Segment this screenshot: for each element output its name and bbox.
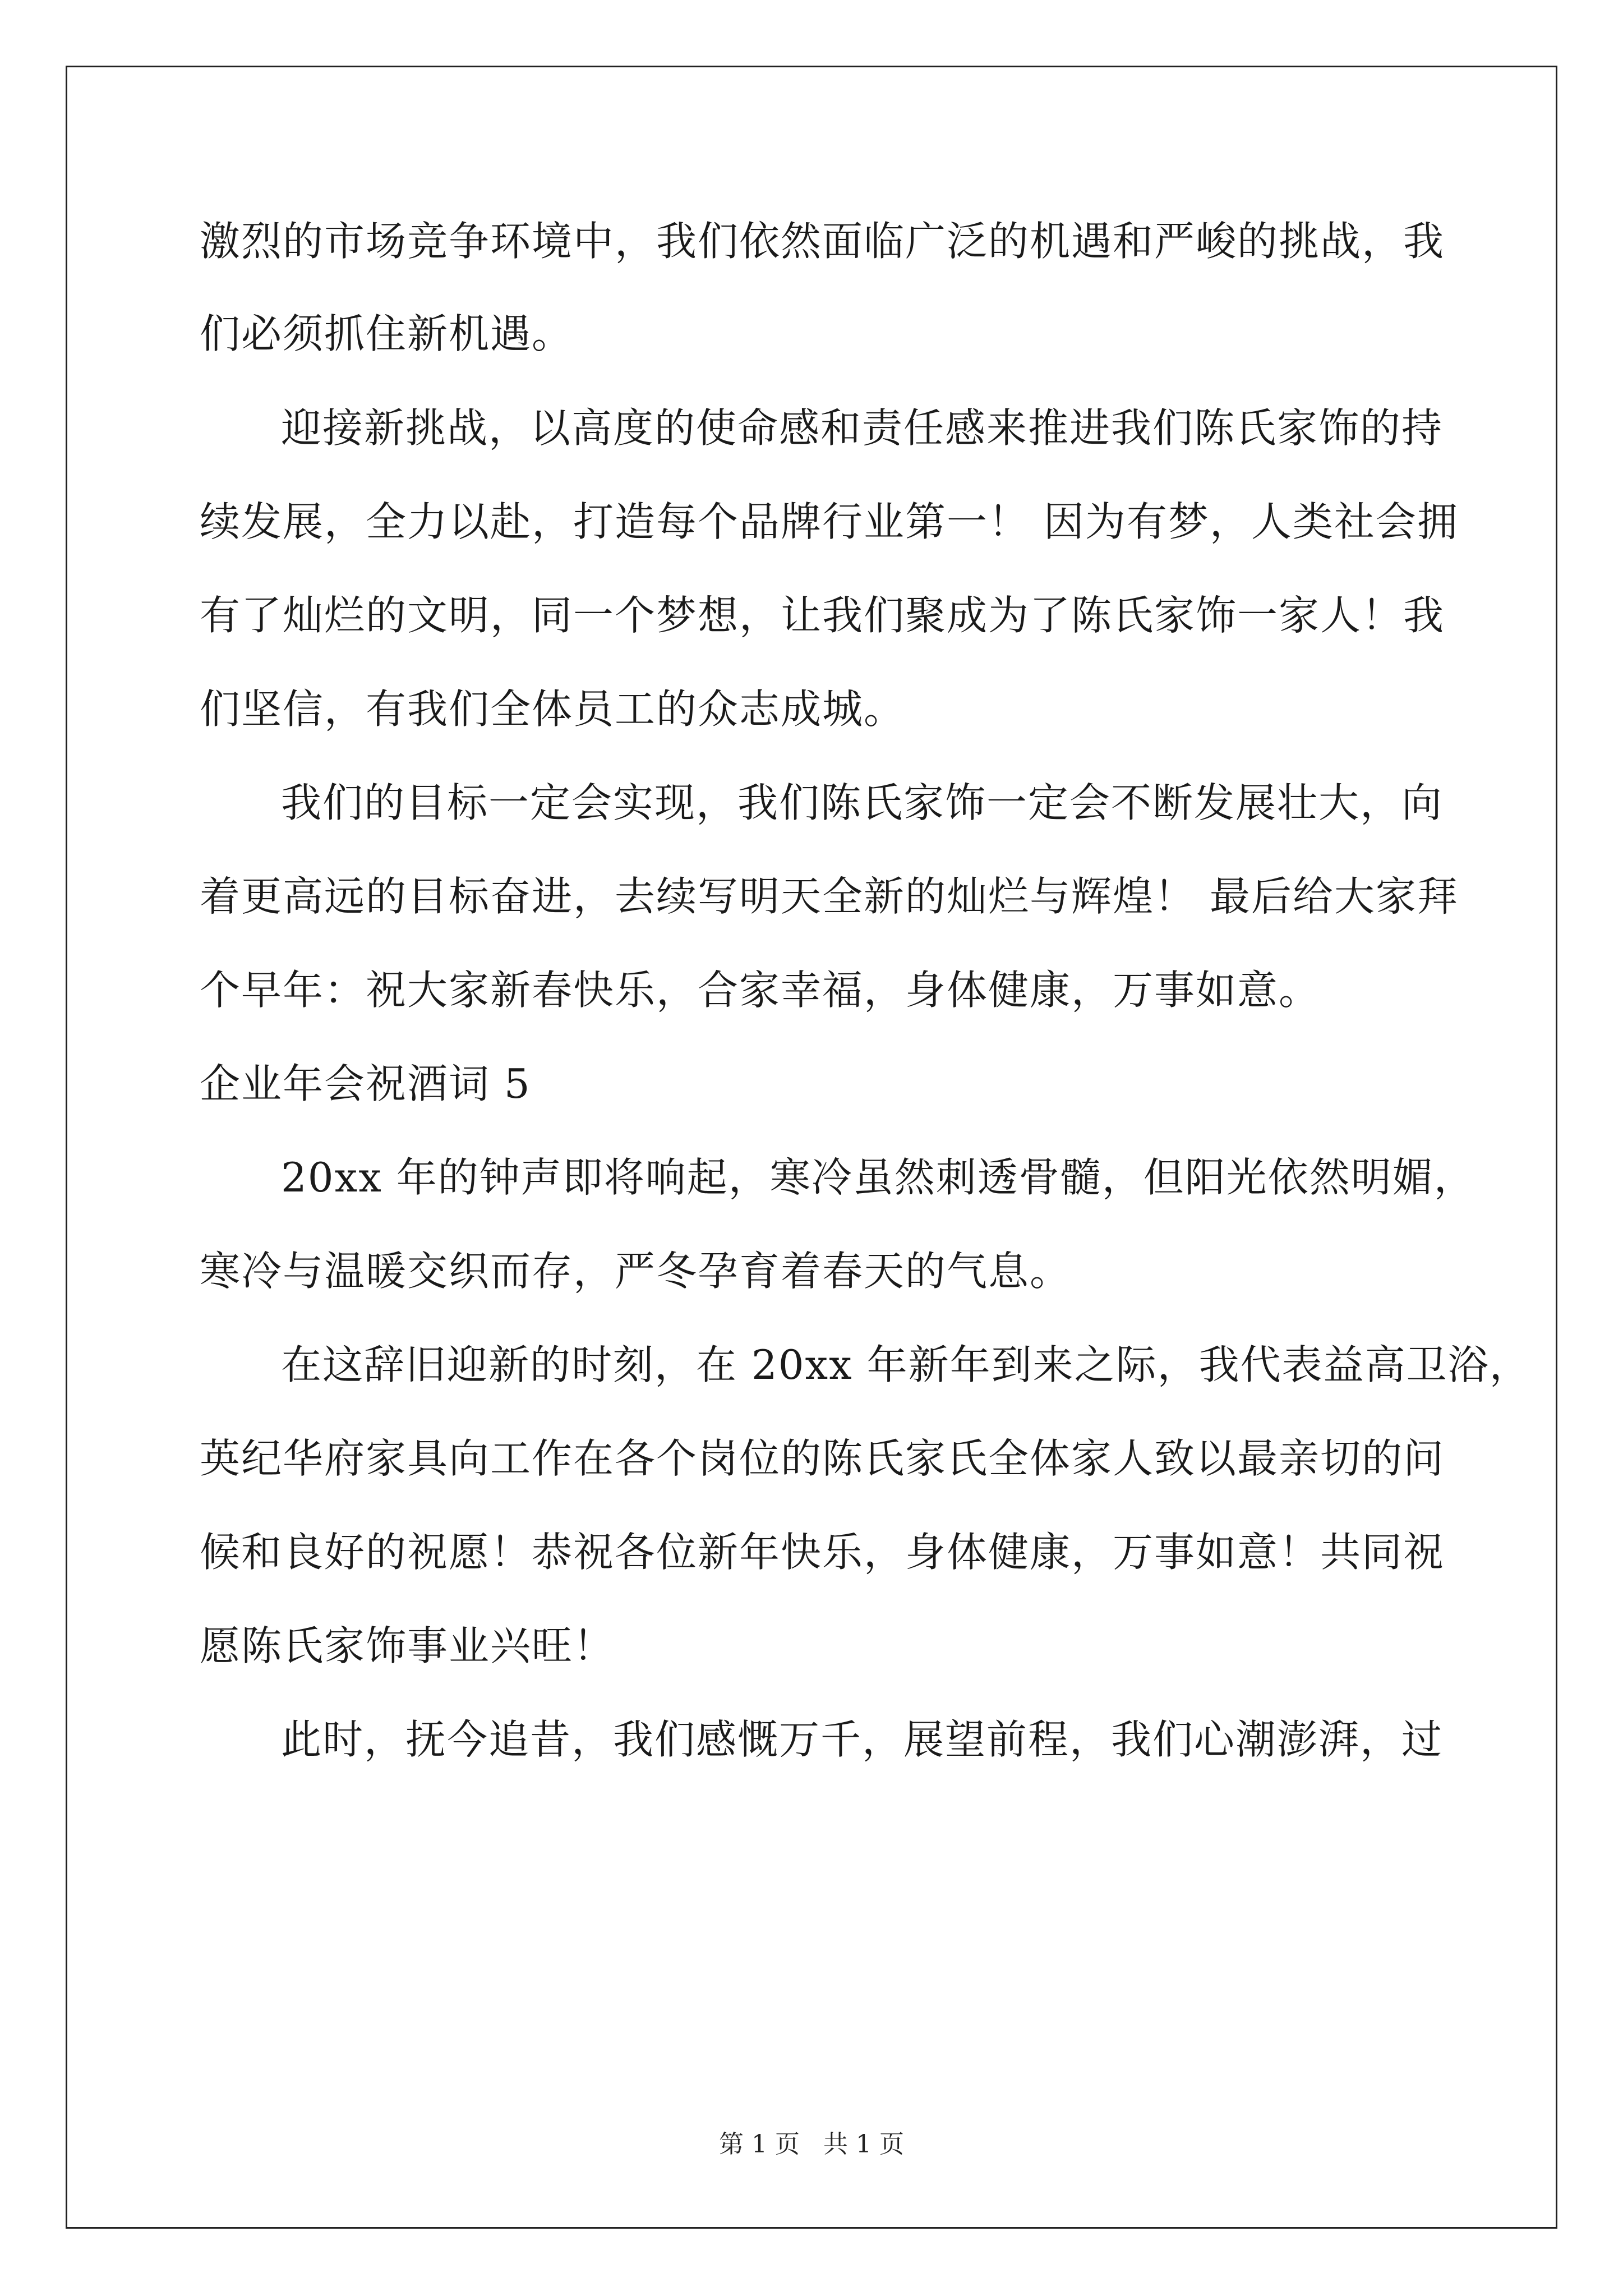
section-heading: 企业年会祝酒词 5	[200, 1060, 531, 1107]
text-line: 愿陈氏家饰事业兴旺！	[200, 1622, 615, 1669]
text-line: 续发展，全力以赴，打造每个品牌行业第一！ 因为有梦，人类社会拥	[200, 498, 1459, 545]
paragraph-start: 我们的目标一定会实现，我们陈氏家饰一定会不断发展壮大，向	[281, 779, 1444, 826]
paragraph-start: 迎接新挑战，以高度的使命感和责任感来推进我们陈氏家饰的持	[281, 404, 1444, 452]
text-line: 寒冷与温暖交织而存，严冬孕育着春天的气息。	[200, 1248, 1072, 1295]
paragraph-start: 此时，抚今追昔，我们感慨万千，展望前程，我们心潮澎湃，过	[281, 1716, 1444, 1763]
text-line: 候和良好的祝愿！恭祝各位新年快乐，身体健康，万事如意！共同祝	[200, 1529, 1445, 1576]
paragraph-start: 20xx 年的钟声即将响起，寒冷虽然刺透骨髓，但阳光依然明媚，	[281, 1154, 1476, 1201]
text-line: 们必须抓住新机遇。	[200, 310, 574, 357]
text-line: 英纪华府家具向工作在各个岗位的陈氏家氏全体家人致以最亲切的问	[200, 1435, 1445, 1482]
page-border	[66, 66, 1557, 2229]
text-line: 们坚信，有我们全体员工的众志成城。	[200, 685, 906, 733]
text-line: 激烈的市场竞争环境中，我们依然面临广泛的机遇和严峻的挑战，我	[200, 218, 1445, 265]
paragraph-start: 在这辞旧迎新的时刻，在 20xx 年新年到来之际，我代表益高卫浴，	[281, 1341, 1531, 1388]
text-line: 个早年：祝大家新春快乐，合家幸福，身体健康，万事如意。	[200, 967, 1321, 1014]
page-number-footer: 第 1 页 共 1 页	[719, 2130, 904, 2159]
text-line: 着更高远的目标奋进，去续写明天全新的灿烂与辉煌！ 最后给大家拜	[200, 873, 1459, 920]
text-line: 有了灿烂的文明，同一个梦想，让我们聚成为了陈氏家饰一家人！我	[200, 592, 1445, 639]
